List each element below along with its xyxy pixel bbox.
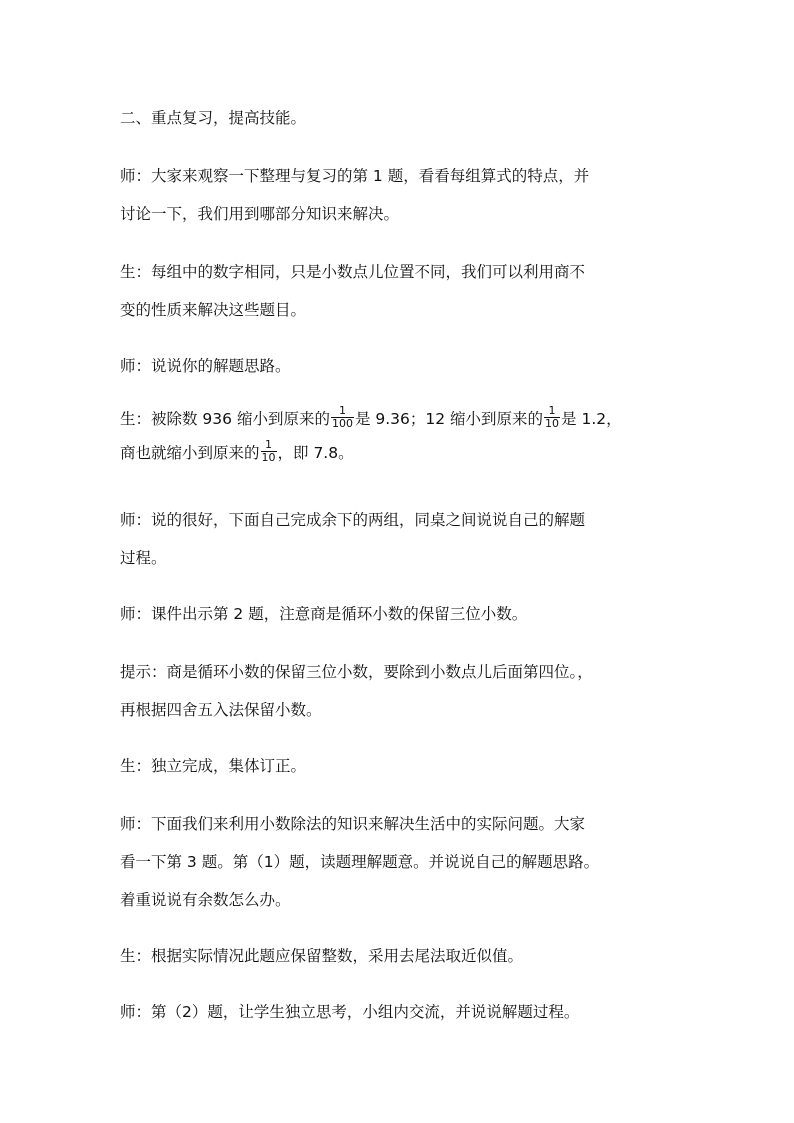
paragraph-teacher-1: 师：大家来观察一下整理与复习的第 1 题，看看每组算式的特点，并 讨论一下，我们用到哪部分知识来解决。 [120,167,590,223]
paragraph-teacher-4: 师：课件出示第 2 题，注意商是循环小数的保留三位小数。 [120,605,528,623]
paragraph-teacher-6: 师：第（2）题，让学生独立思考，小组内交流，并说说解题过程。 [120,1003,580,1021]
fraction-line-1: 生：被除数 936 缩小到原来的 $\frac{1}{100}$ 是 9.36；12 缩小到原来的 $\frac{1}{10}$ 是 1.2， [120,404,622,430]
paragraph-teacher-3: 师：说的很好，下面自己完成余下的两组，同桌之间说说自己的解题 过程。 [120,511,586,567]
fraction-one-hundredth: $\frac{1}{100}$ [331,404,353,430]
paragraph-hint: 提示：商是循环小数的保留三位小数，要除到小数点儿后面第四位。， 再根据四舍五入法保留小数。 [120,663,593,719]
fraction-one-tenth: $\frac{1}{10}$ [545,404,560,430]
paragraph-student-2 [120,402,690,470]
paragraph-teacher-2: 师：说说你的解题思路。 [120,357,291,375]
paragraph-student-3: 生：独立完成，集体订正。 [120,757,307,775]
paragraph-student-4: 生：根据实际情况此题应保留整数，采用去尾法取近似值。 [120,947,524,965]
fraction-line-2: 商也就缩小到原来的 $\frac{1}{10}$ ，即 7.8。 [120,438,354,464]
paragraph-student-1: 生：每组中的数字相同，只是小数点儿位置不同，我们可以利用商不 变的性质来解决这些题目。 [120,263,586,319]
section-heading: 二、重点复习，提高技能。 [120,109,307,127]
fraction-one-tenth-2: $\frac{1}{10}$ [261,438,276,464]
paragraph-teacher-5: 师：下面我们来利用小数除法的知识来解决生活中的实际问题。大家 看一下第 3 题。第（1）题，读题理解题意。并说说自己的解题思路。 着重说说有余数怎么办。 [120,815,600,909]
